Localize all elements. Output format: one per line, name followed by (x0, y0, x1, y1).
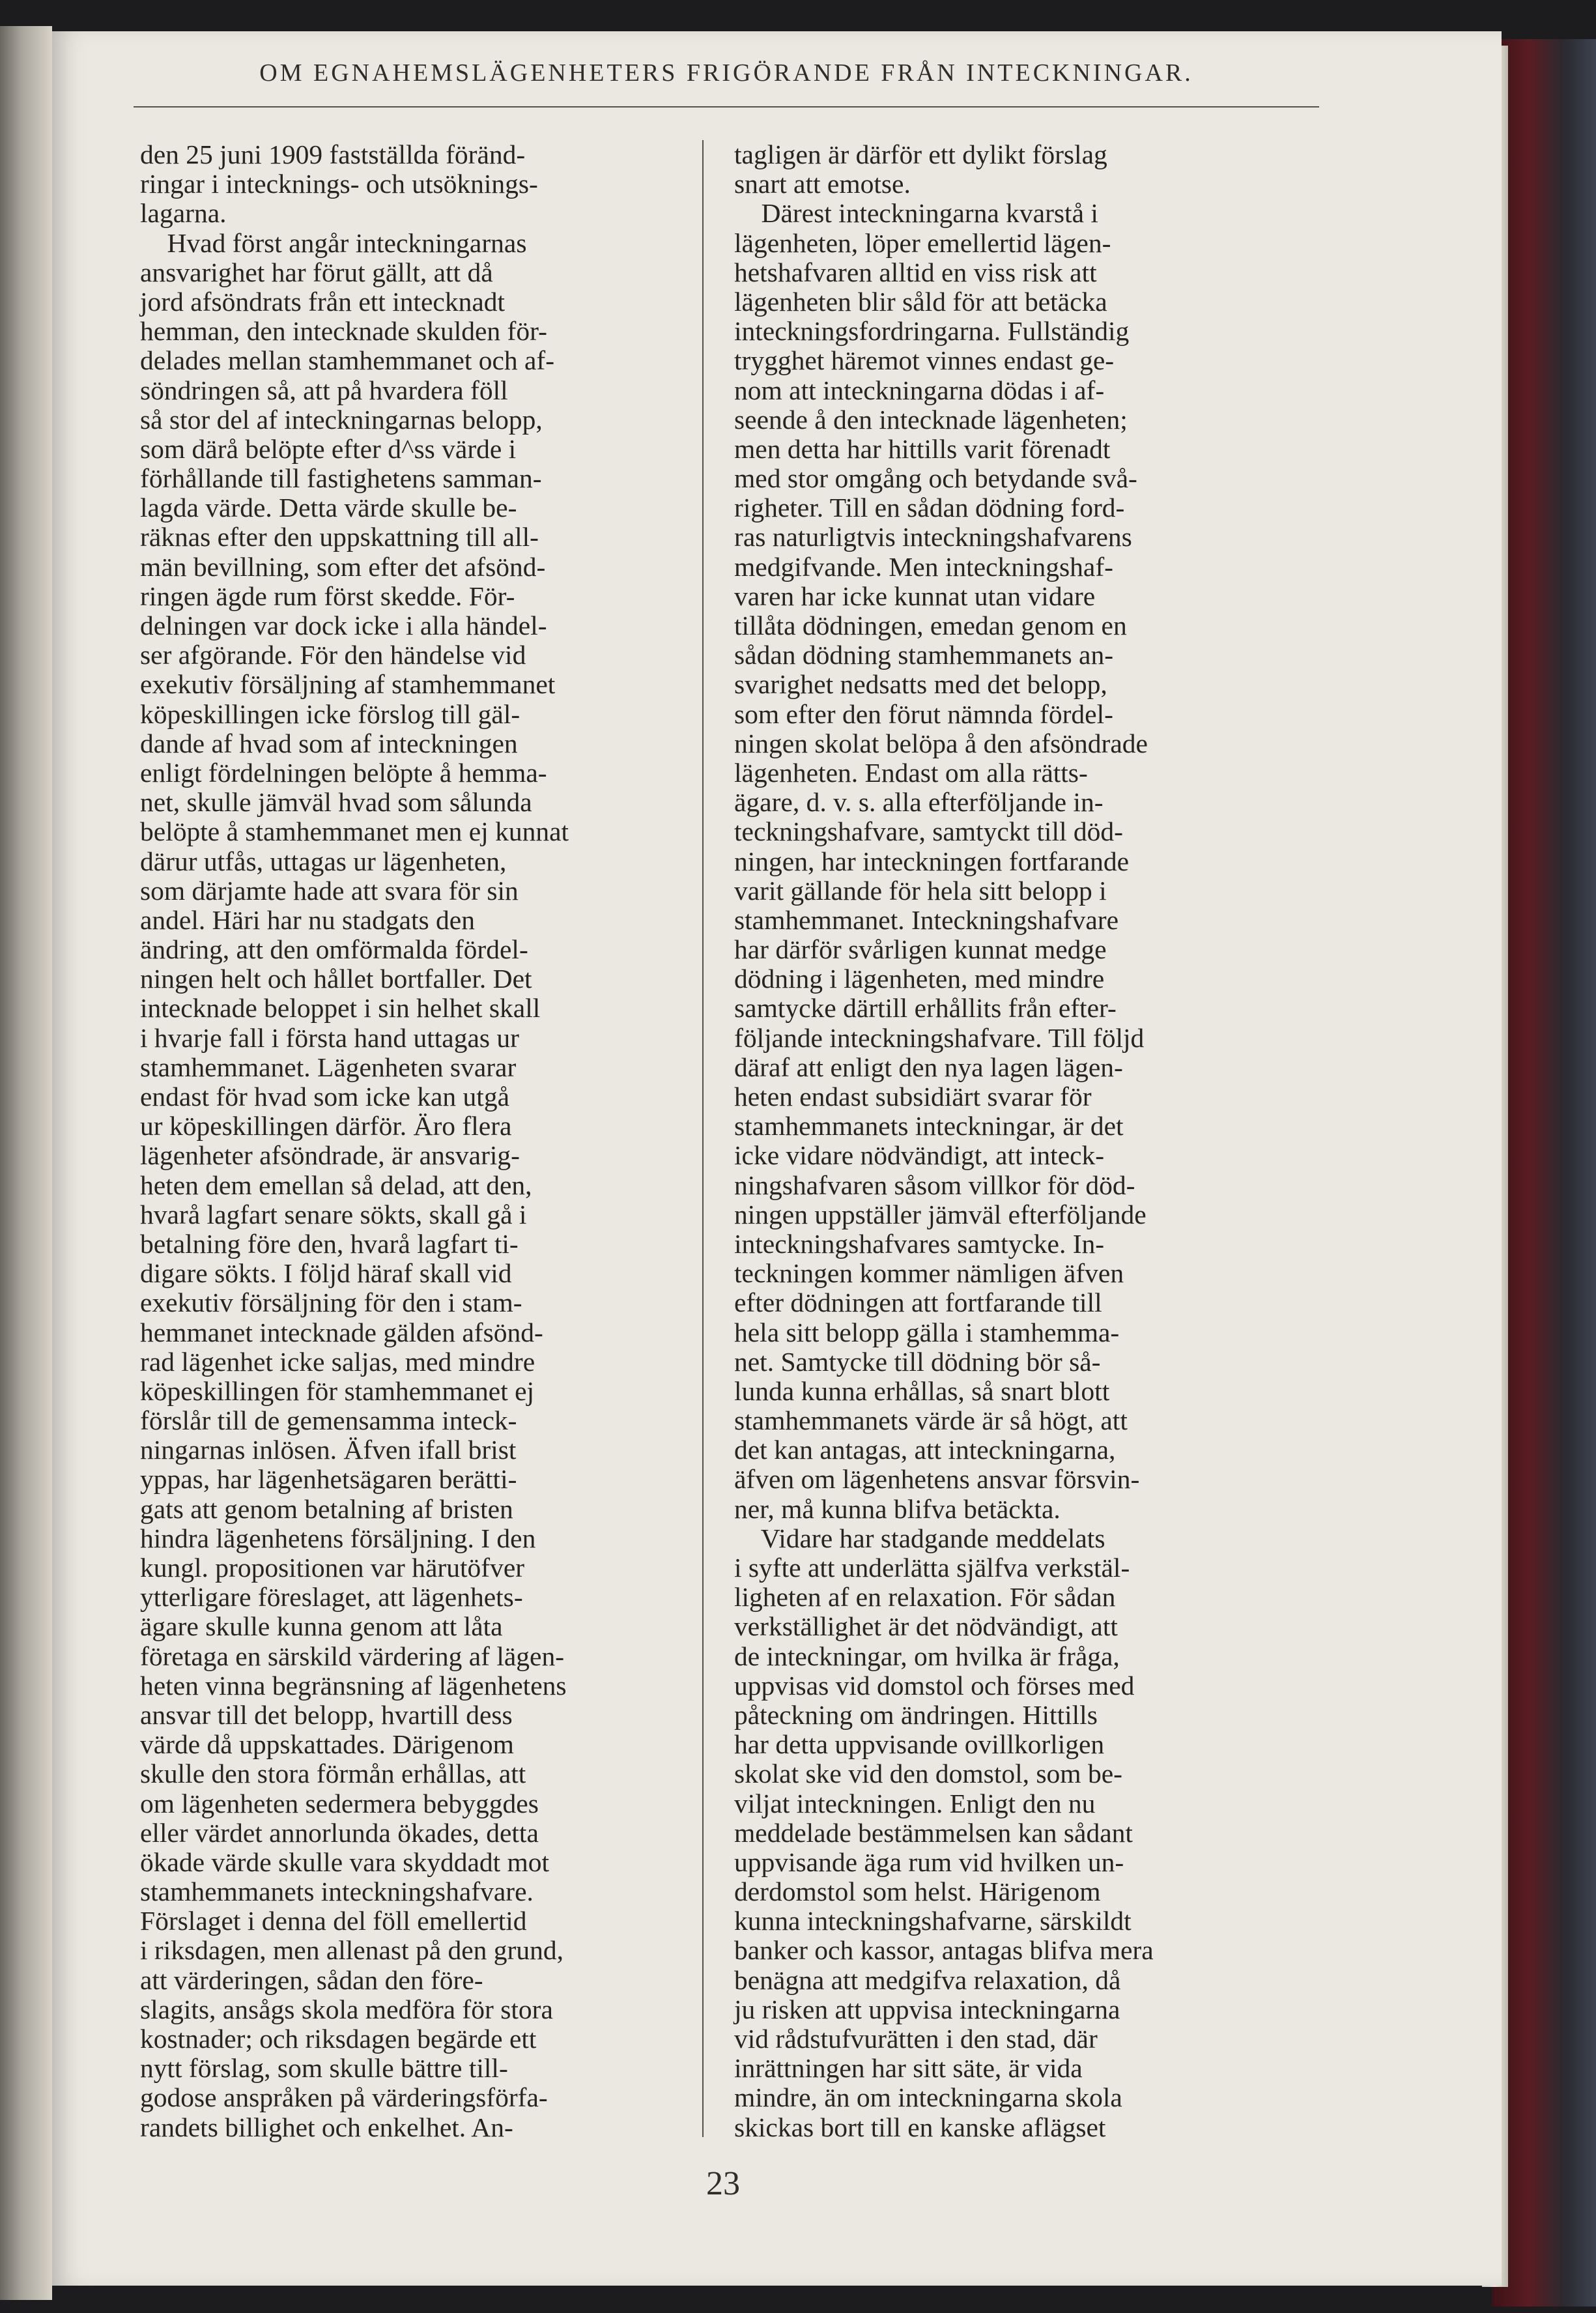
text-line: med stor omgång och betydande svå- (734, 463, 1137, 494)
text-line: stamhemmanets inteckningshafvare. (140, 1876, 534, 1907)
text-line: righeter. Till en sådan dödning ford- (734, 493, 1125, 523)
text-line: meddelade bestämmelsen kan sådant (734, 1817, 1133, 1848)
text-line: heten endast subsidiärt svarar för (734, 1082, 1092, 1112)
text-line: men detta har hittills varit förenadt (734, 433, 1111, 464)
text-line: enligt fördelningen belöpte å hemma- (140, 757, 547, 788)
text-line: hetshafvaren alltid en viss risk att (734, 257, 1097, 287)
text-line: som därå belöpte efter d^ss värde i (140, 433, 517, 464)
text-line: ser afgörande. För den händelse vid (140, 640, 526, 670)
text-line: i hvarje fall i första hand uttagas ur (140, 1022, 519, 1053)
text-line: har detta uppvisande ovillkorligen (734, 1729, 1105, 1760)
text-line: digare sökts. I följd häraf skall vid (140, 1258, 512, 1289)
text-line: viljat inteckningen. Enligt den nu (734, 1788, 1096, 1818)
text-line: sådan dödning stamhemmanets an- (734, 640, 1114, 670)
text-line: icke vidare nödvändigt, att inteck- (734, 1140, 1105, 1171)
text-line: ytterligare föreslaget, att lägenhets- (140, 1582, 523, 1613)
text-line: nytt förslag, som skulle bättre till- (140, 2053, 508, 2084)
text-line: heten dem emellan så delad, att den, (140, 1170, 532, 1200)
text-line: påteckning om ändringen. Hittills (734, 1699, 1098, 1730)
text-line: lagarna. (140, 198, 227, 229)
text-line: hvarå lagfart senare sökts, skall gå i (140, 1199, 527, 1229)
text-line: vid rådstufvurätten i den stad, där (734, 2024, 1098, 2054)
text-line: företaga en särskild värdering af lägen- (140, 1641, 565, 1671)
text-line: benägna att medgifva relaxation, då (734, 1964, 1121, 1995)
page-number: 23 (706, 2165, 740, 2202)
text-line: delningen var dock icke i alla händel- (140, 611, 547, 640)
book-binding-left (0, 26, 52, 2300)
text-line: seende å den intecknade lägenheten; (734, 404, 1128, 435)
text-line: stamhemmanets inteckningar, är det (734, 1111, 1124, 1142)
text-line: ningen, har inteckningen fortfarande (734, 846, 1130, 876)
text-line: teckningshafvare, samtyckt till död- (734, 816, 1123, 847)
text-line: hemman, den intecknade skulden för- (140, 316, 547, 347)
text-line: ändring, att den omförmalda fördel- (140, 934, 528, 965)
text-line: den 25 juni 1909 fastställda föränd- (140, 139, 526, 169)
text-line: belöpte å stamhemmanet men ej kunnat (140, 816, 569, 847)
text-line: ur köpeskillingen därför. Äro flera (140, 1111, 512, 1142)
text-line: nom att inteckningarna dödas i af- (734, 375, 1105, 405)
text-line: skolat ske vid den domstol, som be- (734, 1759, 1122, 1789)
text-line: kunna inteckningshafvarne, särskildt (734, 1906, 1132, 1936)
text-line: lagda värde. Detta värde skulle be- (140, 493, 517, 523)
text-line: yppas, har lägenhetsägaren berätti- (140, 1464, 517, 1495)
text-line: hemmanet intecknade gälden afsönd- (140, 1317, 543, 1347)
text-line: derdomstol som helst. Härigenom (734, 1876, 1101, 1907)
text-line: stamhemmanet. Inteckningshafvare (734, 904, 1119, 935)
text-line: Vidare har stadgande meddelats (734, 1523, 1105, 1553)
text-line: eller värdet annorlunda ökades, detta (140, 1817, 539, 1848)
text-line: ligheten af en relaxation. För sådan (734, 1582, 1116, 1613)
text-line: kostnader; och riksdagen begärde ett (140, 2024, 537, 2054)
text-line: räknas efter den uppskattning till all- (140, 522, 539, 553)
text-line: verkställighet är det nödvändigt, att (734, 1611, 1118, 1642)
text-line: slagits, ansågs skola medföra för stora (140, 1994, 553, 2024)
left-text-column (140, 140, 694, 2142)
text-line: stamhemmanet. Lägenheten svarar (140, 1052, 517, 1082)
text-line: tillåta dödningen, emedan genom en (734, 611, 1127, 640)
text-line: svarighet nedsatts med det belopp, (734, 669, 1107, 700)
text-line: ringar i intecknings- och utsöknings- (140, 169, 538, 199)
text-line: kungl. propositionen var härutöfver (140, 1553, 525, 1583)
text-line: ansvarighet har förut gällt, att då (140, 257, 493, 287)
text-line: ägare skulle kunna genom att låta (140, 1611, 503, 1642)
text-line: endast för hvad som icke kan utgå (140, 1082, 509, 1112)
text-line: det kan antagas, att inteckningarna, (734, 1435, 1116, 1465)
column-divider (702, 140, 704, 2137)
text-line: Därest inteckningarna kvarstå i (734, 198, 1098, 229)
text-line: banker och kassor, antagas blifva mera (734, 1935, 1154, 1966)
text-line: ningshafvaren såsom villkor för död- (734, 1170, 1135, 1200)
text-line: män bevillning, som efter det afsönd- (140, 551, 546, 582)
text-line: har därför svårligen kunnat medge (734, 934, 1107, 965)
text-line: att värderingen, sådan den före- (140, 1964, 483, 1995)
text-line: däraf att enligt den nya lagen lägen- (734, 1052, 1123, 1082)
text-line: exekutiv försäljning för den i stam- (140, 1287, 522, 1318)
text-line: så stor del af inteckningarnas belopp, (140, 404, 543, 435)
text-line: ökade värde skulle vara skyddadt mot (140, 1846, 550, 1877)
text-line: net. Samtycke till dödning bör så- (734, 1346, 1101, 1377)
text-line: skulle den stora förmån erhållas, att (140, 1759, 526, 1789)
right-text-column (734, 140, 1288, 2142)
text-line: medgifvande. Men inteckningshaf- (734, 551, 1113, 582)
text-line: dödning i lägenheten, med mindre (734, 964, 1105, 994)
text-line: värde då uppskattades. Därigenom (140, 1729, 514, 1760)
text-line: i syfte att underlätta själfva verkstäl- (734, 1553, 1130, 1583)
text-line: äfven om lägenhetens ansvar försvin- (734, 1464, 1140, 1495)
text-line: ras naturligtvis inteckningshafvarens (734, 522, 1132, 553)
text-line: ner, må kunna blifva betäckta. (734, 1493, 1061, 1524)
text-line: exekutiv försäljning af stamhemmanet (140, 669, 556, 700)
text-line: samtycke därtill erhållits från efter- (734, 993, 1117, 1024)
text-line: förhållande till fastighetens samman- (140, 463, 542, 494)
text-line: hindra lägenhetens försäljning. I den (140, 1523, 536, 1553)
text-line: lägenheten blir såld för att betäcka (734, 286, 1107, 317)
text-line: godose anspråken på värderingsförfa- (140, 2082, 548, 2113)
text-line: tagligen är därför ett dylikt förslag (734, 139, 1107, 169)
text-line: stamhemmanets värde är så högt, att (734, 1405, 1128, 1436)
text-line: uppvisas vid domstol och förses med (734, 1670, 1135, 1701)
text-line: köpeskillingen icke förslog till gäl- (140, 698, 520, 729)
header-rule (134, 106, 1319, 108)
text-line: hela sitt belopp gälla i stamhemma- (734, 1317, 1120, 1347)
text-line: inteckningsfordringarna. Fullständig (734, 316, 1130, 347)
text-line: jord afsöndrats från ett intecknadt (140, 286, 506, 317)
text-line: teckningen kommer nämligen äfven (734, 1258, 1124, 1289)
text-line: ningen helt och hållet bortfaller. Det (140, 964, 532, 994)
text-line: randets billighet och enkelhet. An- (140, 2112, 513, 2142)
text-line: som efter den förut nämnda fördel- (734, 698, 1113, 729)
text-line: ju risken att uppvisa inteckningarna (734, 1994, 1120, 2024)
text-line: ningen skolat belöpa å den afsöndrade (734, 728, 1148, 758)
text-line: de inteckningar, om hvilka är fråga, (734, 1641, 1120, 1671)
text-line: trygghet häremot vinnes endast ge- (734, 345, 1115, 376)
text-line: i riksdagen, men allenast på den grund, (140, 1935, 563, 1966)
text-line: mindre, än om inteckningarna skola (734, 2082, 1122, 2113)
text-line: lägenheter afsöndrade, är ansvarig- (140, 1140, 520, 1171)
text-line: Hvad först angår inteckningarnas (140, 227, 527, 258)
text-line: intecknade beloppet i sin helhet skall (140, 993, 541, 1024)
text-line: ningen uppställer jämväl efterföljande (734, 1199, 1147, 1229)
text-line: ansvar till det belopp, hvartill dess (140, 1699, 513, 1730)
text-line: skickas bort till en kanske aflägset (734, 2112, 1106, 2142)
text-line: följande inteckningshafvare. Till följd (734, 1022, 1145, 1053)
text-line: delades mellan stamhemmanet och af- (140, 345, 555, 376)
text-line: varit gällande för hela sitt belopp i (734, 875, 1107, 906)
text-line: därur utfås, uttagas ur lägenheten, (140, 846, 507, 876)
text-line: rad lägenhet icke saljas, med mindre (140, 1346, 535, 1377)
text-line: förslår till de gemensamma inteck- (140, 1405, 517, 1436)
text-line: lägenheten, löper emellertid lägen- (734, 227, 1111, 258)
text-line: net, skulle jämväl hvad som sålunda (140, 787, 532, 818)
text-line: heten vinna begränsning af lägenhetens (140, 1670, 567, 1701)
text-line: om lägenheten sedermera bebyggdes (140, 1788, 539, 1818)
text-line: Förslaget i denna del föll emellertid (140, 1906, 527, 1936)
text-line: betalning före den, hvarå lagfart ti- (140, 1228, 519, 1259)
text-line: snart att emotse. (734, 169, 911, 199)
running-head: OM EGNAHEMSLÄGENHETERS FRIGÖRANDE FRÅN INTECKNINGAR. (259, 59, 1193, 87)
text-line: som därjamte hade att svara för sin (140, 875, 519, 906)
text-line: köpeskillingen för stamhemmanet ej (140, 1375, 535, 1406)
text-line: lunda kunna erhållas, så snart blott (734, 1375, 1110, 1406)
text-line: andel. Häri har nu stadgats den (140, 904, 475, 935)
text-line: ningarnas inlösen. Äfven ifall brist (140, 1435, 517, 1465)
text-line: inteckningshafvares samtycke. In- (734, 1228, 1105, 1259)
text-line: inrättningen har sitt säte, är vida (734, 2053, 1083, 2084)
text-line: söndringen så, att på hvardera föll (140, 375, 508, 405)
text-line: efter dödningen att fortfarande till (734, 1287, 1102, 1318)
text-line: dande af hvad som af inteckningen (140, 728, 518, 758)
text-line: varen har icke kunnat utan vidare (734, 581, 1096, 611)
text-line: ringen ägde rum först skedde. För- (140, 581, 515, 611)
text-line: uppvisande äga rum vid hvilken un- (734, 1846, 1124, 1877)
text-line: lägenheten. Endast om alla rätts- (734, 757, 1088, 788)
text-line: gats att genom betalning af bristen (140, 1493, 513, 1524)
text-line: ägare, d. v. s. alla efterföljande in- (734, 787, 1104, 818)
